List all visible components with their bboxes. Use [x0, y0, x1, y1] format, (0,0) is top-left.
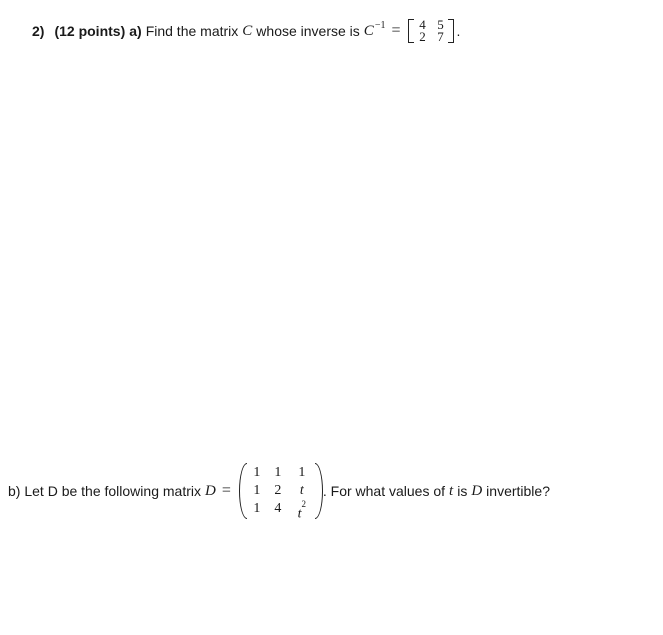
- matrix-cell: t: [299, 483, 304, 498]
- question-2a: [32, 18, 460, 44]
- part-b-var-t: t: [449, 482, 454, 499]
- inverse-lhs-var: C: [363, 22, 374, 39]
- matrix-d: [239, 463, 323, 522]
- matrix-cell: 5: [437, 17, 444, 32]
- matrix-cell: 1: [253, 501, 261, 516]
- matrix-cell-t-squared: [290, 499, 314, 522]
- matrix-cell: 1: [253, 465, 261, 480]
- points-label: (12 points): [54, 23, 126, 39]
- left-paren: [239, 463, 247, 519]
- equals-sign-b: =: [221, 482, 231, 499]
- part-a-label: a): [129, 23, 142, 39]
- matrix-cell: 2: [419, 29, 426, 44]
- matrix-cell: 1: [253, 483, 261, 498]
- matrix-d-grid: [247, 463, 315, 522]
- question-2b: [8, 463, 550, 522]
- part-a-var-c: C: [242, 22, 253, 39]
- part-b-text-mid: . For what values of: [322, 483, 446, 499]
- part-a-text-before: Find the matrix: [145, 23, 239, 39]
- right-bracket: [448, 19, 454, 43]
- matrix-c-inverse-grid: [414, 19, 448, 43]
- part-b-intro: b) Let D be the following matrix: [8, 483, 201, 499]
- inverse-superscript: −1: [374, 19, 386, 31]
- exponent: 2: [301, 499, 307, 509]
- part-b-text-end: invertible?: [486, 483, 550, 499]
- matrix-cell-t: t: [297, 506, 302, 522]
- part-a-text-after: whose inverse is: [256, 23, 360, 39]
- matrix-c-inverse: [408, 19, 454, 43]
- part-b-text-is: is: [457, 483, 468, 499]
- matrix-cell: 2: [274, 483, 282, 498]
- equals-sign-a: =: [391, 22, 401, 39]
- part-b-var-d2: D: [471, 482, 483, 499]
- matrix-cell: 7: [437, 29, 444, 44]
- right-paren: [315, 463, 323, 519]
- matrix-cell: 1: [298, 465, 306, 480]
- question-number: 2): [32, 23, 45, 39]
- matrix-cell: 1: [274, 465, 282, 480]
- period-a: .: [456, 23, 461, 39]
- part-b-var-d: D: [204, 482, 216, 499]
- matrix-cell: 4: [419, 17, 426, 32]
- matrix-cell: 4: [274, 501, 282, 516]
